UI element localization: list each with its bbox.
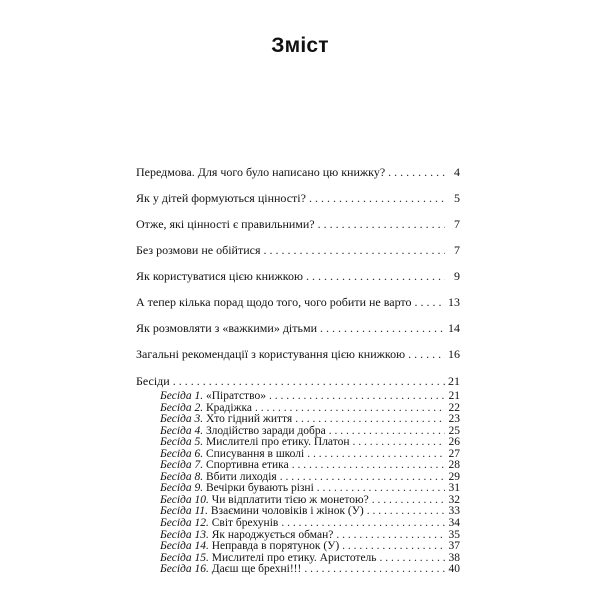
toc-entry-label: Передмова. Для чого було написано цю книжку? [136,165,386,179]
conversation-prefix: Бесіда 13. [160,528,209,541]
dot-leader [336,530,445,542]
toc-entry-page: 13 [448,295,460,309]
conversation-page: 37 [448,540,460,553]
conversation-title: Вбити лиходія [205,470,277,483]
dot-leader [353,437,445,449]
conversation-prefix: Бесіда 10. [160,493,209,506]
toc-entry [136,211,460,237]
toc-entry-label: Без розмови не обійтися [136,243,261,257]
toc-section-label: Бесіди [136,374,170,388]
dot-leader [307,449,445,461]
toc-entry [136,289,460,315]
conversation-prefix: Бесіда 1. [160,390,204,402]
conversation-page: 34 [448,517,460,530]
conversation-title: Неправда в порятунок (У) [211,540,340,553]
toc-entry-label: Отже, які цінності є правильними? [136,217,315,231]
toc-entry-page: 14 [448,321,460,335]
conversation-title: Крадіжка [205,401,253,414]
conversation-page: 33 [448,505,460,518]
toc-section-page: 21 [448,374,460,388]
toc-conversation [136,564,460,576]
dot-leader [415,289,445,315]
conversation-page: 29 [448,470,460,483]
conversation-title: Мислителі про етику. Платон [205,436,350,449]
conversation-prefix: Бесіда 5. [160,436,204,449]
conversation-title: Вечірки бувають різні [205,482,314,495]
dot-leader [304,564,445,576]
conversation-page: 26 [448,436,460,449]
conversation-prefix: Бесіда 6. [160,447,204,460]
conversation-title: Списування в школі [205,447,305,460]
conversation-prefix: Бесіда 2. [160,401,204,414]
conversation-title: Світ брехунів [211,517,279,530]
dot-leader [408,341,445,367]
dot-leader [173,371,445,391]
conversation-title: Як народжується обман? [211,528,334,541]
toc-entry-label: А тепер кілька порад щодо того, чого робити не варто [136,295,412,309]
table-of-contents [136,159,460,576]
conversation-page: 27 [448,447,460,460]
conversation-prefix: Бесіда 11. [160,505,208,518]
conversation-title: Чи відплатити тією ж монетою? [211,493,369,506]
conversation-title: Мислителі про етику. Аристотель [211,551,377,564]
toc-entry-page: 7 [454,243,460,257]
toc-entry-label: Як у дітей формуються цінності? [136,191,306,205]
conversation-page: 35 [448,528,460,541]
conversation-title: Даєш ще брехні!!! [211,563,302,576]
dot-leader [269,391,445,403]
toc-entry [136,159,460,185]
toc-entry-label: Загальні рекомендації з користування цією книжкою [136,347,406,361]
dot-leader [309,185,445,211]
dot-leader [380,553,445,565]
conversation-title: «Піратство» [205,390,266,402]
conversation-prefix: Бесіда 9. [160,482,204,495]
dot-leader [320,315,445,341]
conversation-page: 38 [448,551,460,564]
toc-entry-page: 7 [454,217,460,231]
conversation-prefix: Бесіда 14. [160,540,209,553]
toc-entry-label: Як розмовляти з «важкими» дітьми [136,321,317,335]
dot-leader [306,263,445,289]
conversation-prefix: Бесіда 7. [160,459,204,472]
conversation-page: 40 [448,563,460,576]
conversation-page: 28 [448,459,460,472]
dot-leader [263,237,445,263]
toc-entry-page: 9 [454,269,460,283]
conversation-title: Взаємини чоловіків і жінок (У) [210,505,364,518]
toc-entry-label: Як користуватися цією книжкою [136,269,303,283]
toc-entry-page: 16 [448,347,460,361]
dot-leader [372,495,445,507]
conversation-page: 21 [448,390,460,402]
conversation-page: 23 [448,413,460,426]
conversation-page: 22 [448,401,460,414]
toc-entry [136,315,460,341]
conversation-title: Хто гідний життя [205,413,293,426]
toc-entry [136,341,460,367]
conversation-page: 25 [448,424,460,437]
conversation-page: 31 [448,482,460,495]
conversation-prefix: Бесіда 12. [160,517,209,530]
conversation-title: Злодійство заради добра [205,424,326,437]
dot-leader [318,211,445,237]
conversation-title: Спортивна етика [205,459,289,472]
dot-leader [388,159,445,185]
toc-entry [136,237,460,263]
conversation-prefix: Бесіда 15. [160,551,209,564]
dot-leader [367,506,445,518]
dot-leader [292,460,445,472]
conversation-page: 32 [448,493,460,506]
toc-entry [136,263,460,289]
conversation-prefix: Бесіда 16. [160,563,209,576]
conversation-prefix: Бесіда 3. [160,413,204,426]
toc-entry-page: 4 [454,165,460,179]
toc-section-conversations [136,371,460,391]
toc-entry [136,185,460,211]
page-title: Зміст [271,34,329,57]
toc-entry-page: 5 [454,191,460,205]
conversation-prefix: Бесіда 4. [160,424,204,437]
conversation-prefix: Бесіда 8. [160,470,204,483]
